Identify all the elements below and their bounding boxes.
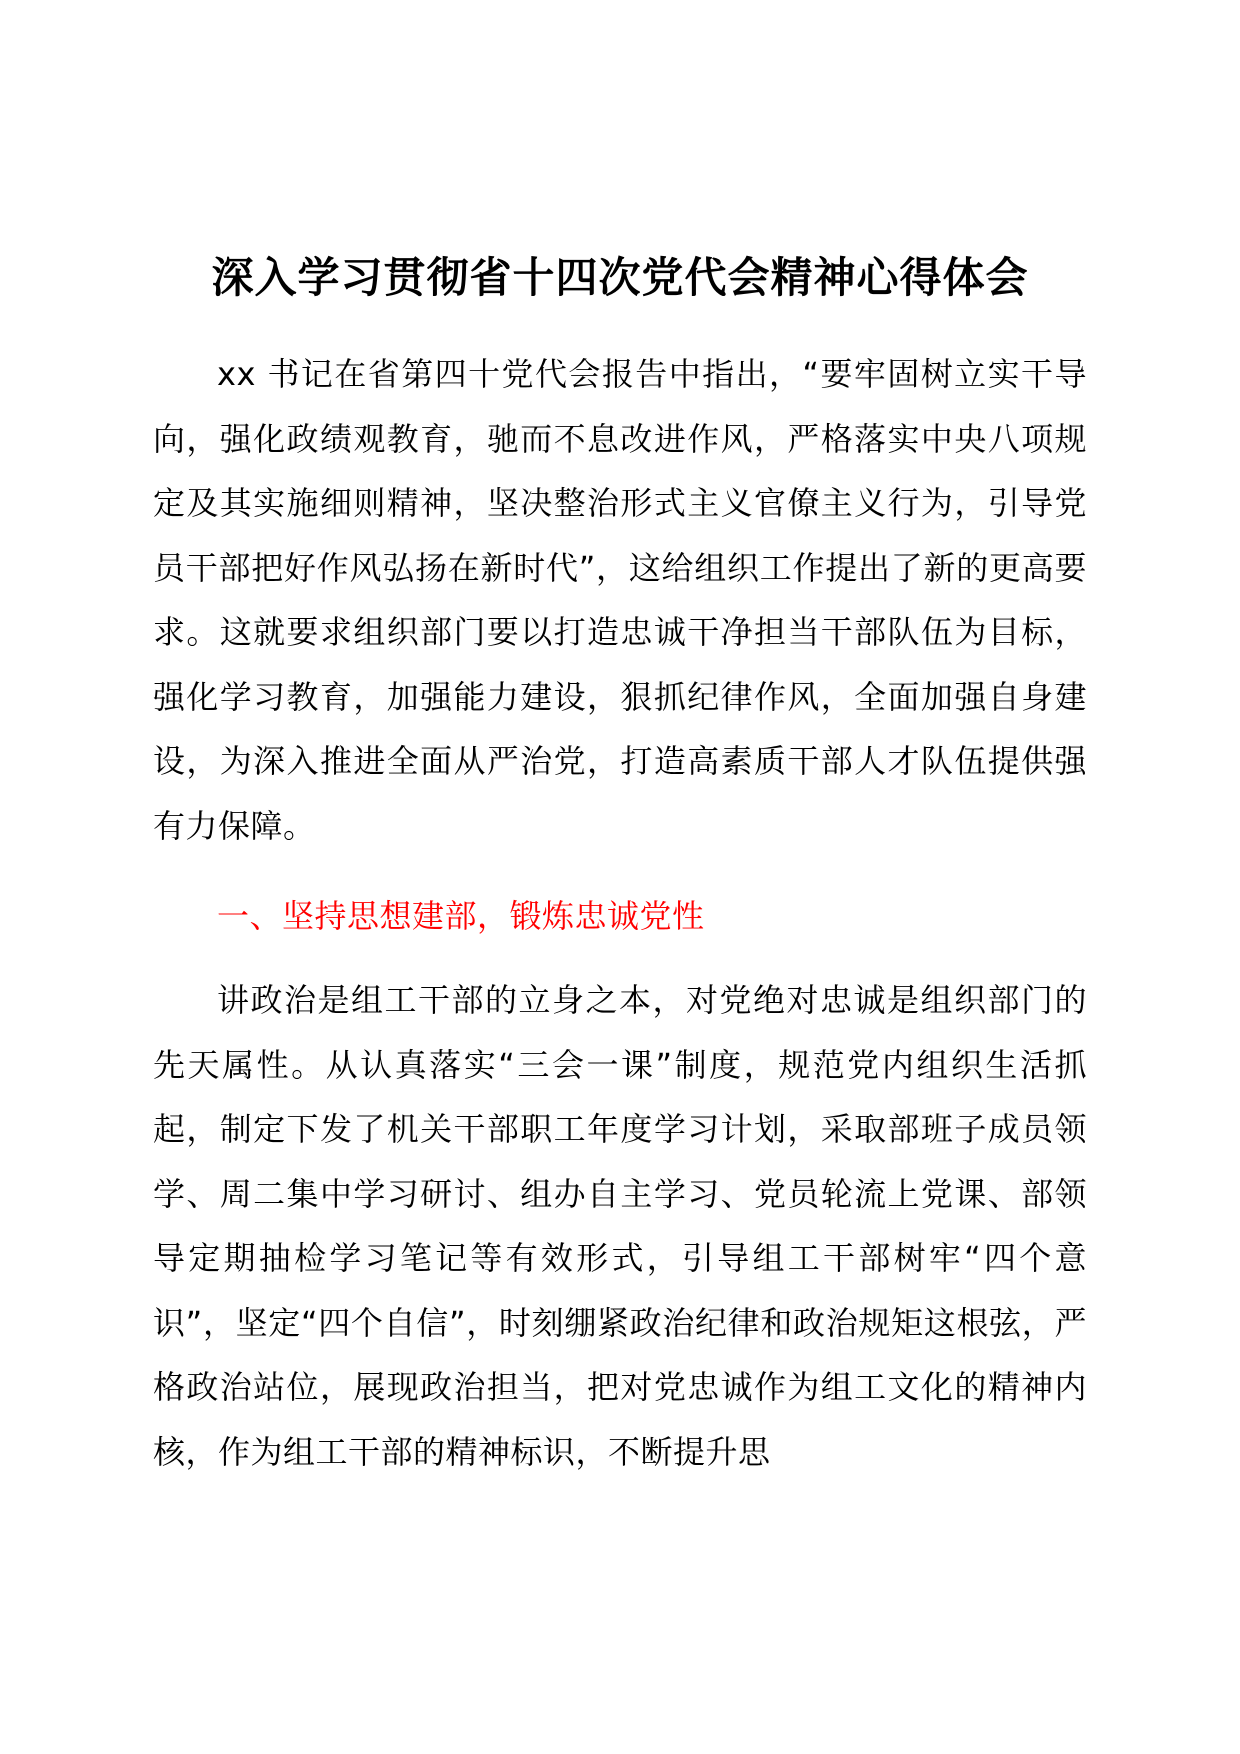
body-paragraph-1: xx 书记在省第四十党代会报告中指出，“要牢固树立实干导向，强化政绩观教育，驰而不息改进作风，严格落实中央八项规定及其实施细则精神，坚决整治形式主义官僚主义行为，引导党员干部把好作风弘扬在新时代”，这给组织工作提出了新的更高要求。这就要求组织部门要以打造忠诚干净担当干部队伍为目标，强化学习教育，加强能力建设，狠抓纪律作风，全面加强自身建设，为深入推进全面从严治党，打造高素质干部人才队伍提供强有力保障。	[153, 355, 1087, 845]
body-paragraph-2: 讲政治是组工干部的立身之本，对党绝对忠诚是组织部门的先天属性。从认真落实“三会一课”制度，规范党内组织生活抓起，制定下发了机关干部职工年度学习计划，采取部班子成员领学、周二集中学习研讨、组办自主学习、党员轮流上党课、部领导定期抽检学习笔记等有效形式，引导组工干部树牢“四个意识”，坚定“四个自信”，时刻绷紧政治纪律和政治规矩这根弦，严格政治站位，展现政治担当，把对党忠诚作为组工文化的精神内核，作为组工干部的精神标识，不断提升思	[153, 981, 1087, 1471]
section-heading: 一、坚持思想建部，锻炼忠诚党性	[217, 897, 705, 935]
document-title: 深入学习贯彻省十四次党代会精神心得体会	[211, 253, 1029, 302]
